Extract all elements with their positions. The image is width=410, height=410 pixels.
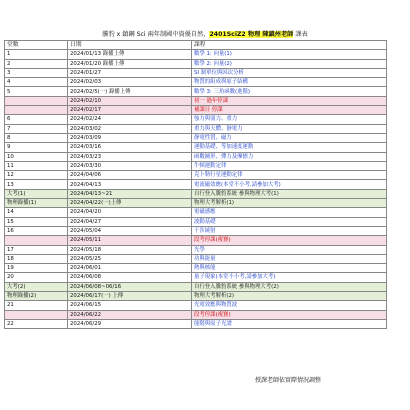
date-cell: 2024/03/16 (68, 143, 192, 152)
table-row (5, 87, 387, 96)
course-cell: 數學 3: 三角函數(進階) (192, 87, 387, 96)
course-cell: 初一 過年停課 (192, 96, 387, 105)
date-cell: 2024/06/17(一) 上傳 (68, 292, 192, 301)
table-row (5, 59, 387, 68)
table-row (5, 226, 387, 235)
date-cell: 2024/01/13 錄播上傳 (68, 50, 192, 59)
course-cell: 重力與天體、靜電力 (192, 124, 387, 133)
course-cell: 函數圖形、彈力及摩擦力 (192, 152, 387, 161)
lesson-cell: 20 (5, 273, 68, 282)
course-cell: 段考停課(複賽) (192, 236, 387, 245)
date-cell: 2024/04/06 (68, 171, 192, 180)
lesson-cell (5, 236, 68, 245)
schedule-table (4, 40, 387, 329)
schedule-title (0, 30, 410, 39)
table-row (5, 301, 387, 310)
course-cell: 物質的組成與原子結構 (192, 78, 387, 87)
lesson-cell: 物理錄播(2) (5, 292, 68, 301)
date-cell: 2024/06/08~06/16 (68, 282, 192, 291)
course-cell: 能階與原子光譜 (192, 319, 387, 328)
course-cell: SI 制單位與因次分析 (192, 68, 387, 77)
table-row (5, 106, 387, 115)
title-suffix: 課表 (293, 31, 308, 38)
course-cell: 克卜勒行星運動定律 (192, 171, 387, 180)
table-row (5, 171, 387, 180)
table-row (5, 319, 387, 328)
course-cell: 數學 1: 向量(1) (192, 50, 387, 59)
course-cell: 波動基礎 (192, 217, 387, 226)
lesson-cell: 7 (5, 124, 68, 133)
course-cell: 補課日 停課 (192, 106, 387, 115)
table-row (5, 273, 387, 282)
date-cell: 2024/03/23 (68, 152, 192, 161)
course-cell: 量子現象(本堂不小考,請參加大考) (192, 273, 387, 282)
date-cell: 2024/06/08 (68, 273, 192, 282)
lesson-cell: 10 (5, 152, 68, 161)
course-cell: 靜電性質、磁力 (192, 133, 387, 142)
date-cell: 2024/04/27 (68, 217, 192, 226)
course-cell: 電磁感應 (192, 208, 387, 217)
table-row (5, 217, 387, 226)
date-cell: 2024/05/18 (68, 245, 192, 254)
lesson-cell (5, 106, 68, 115)
lesson-cell: 大考(1) (5, 189, 68, 198)
course-cell: 自行登入騰豹系統 參與物理大考(2) (192, 282, 387, 291)
table-row (5, 236, 387, 245)
course-cell: 強力與弱力、重力 (192, 115, 387, 124)
date-cell: 2024/06/29 (68, 319, 192, 328)
table-row (5, 96, 387, 105)
header-row (5, 41, 387, 50)
date-cell: 2024/05/11 (68, 236, 192, 245)
lesson-cell: 8 (5, 133, 68, 142)
date-cell: 2024/04/13 (68, 180, 192, 189)
date-cell: 2024/02/17 (68, 106, 192, 115)
lesson-cell: 12 (5, 171, 68, 180)
table-row (5, 133, 387, 142)
table-row (5, 143, 387, 152)
lesson-cell: 物理錄播(1) (5, 199, 68, 208)
lesson-cell: 14 (5, 208, 68, 217)
lesson-cell: 17 (5, 245, 68, 254)
course-cell: 自行登入騰豹系統 參與物理大考(1) (192, 189, 387, 198)
date-cell: 2024/06/15 (68, 301, 192, 310)
table-row (5, 78, 387, 87)
header-date: 日期 (68, 41, 192, 50)
course-cell: 運動基礎、等加速度運動 (192, 143, 387, 152)
course-cell: 功與能量 (192, 254, 387, 263)
date-cell: 2024/02/03 (68, 78, 192, 87)
lesson-cell (5, 96, 68, 105)
lesson-cell: 2 (5, 59, 68, 68)
course-cell: 物理大考解析(1) (192, 199, 387, 208)
lesson-cell (5, 310, 68, 319)
date-cell: 2024/06/01 (68, 264, 192, 273)
table-row (5, 245, 387, 254)
date-cell: 2024/03/30 (68, 161, 192, 170)
course-cell: 電流磁效應(本堂不小考,請參加大考) (192, 180, 387, 189)
course-cell: 干涉繞射 (192, 226, 387, 235)
date-cell: 2024/03/02 (68, 124, 192, 133)
lesson-cell: 3 (5, 68, 68, 77)
table-row (5, 199, 387, 208)
table-row (5, 68, 387, 77)
lesson-cell: 19 (5, 264, 68, 273)
date-cell: 2024/01/20 錄播上傳 (68, 59, 192, 68)
table-row (5, 208, 387, 217)
lesson-cell: 4 (5, 78, 68, 87)
lesson-cell: 1 (5, 50, 68, 59)
footnote: 授課老師依實際情況調整 (255, 377, 322, 384)
date-cell: 2024/03/09 (68, 133, 192, 142)
header-lesson: 堂數 (5, 41, 68, 50)
lesson-cell: 22 (5, 319, 68, 328)
table-row (5, 50, 387, 59)
date-cell: 2024/05/25 (68, 254, 192, 263)
date-cell: 2024/05/04 (68, 226, 192, 235)
date-cell: 2024/04/22(一)上傳 (68, 199, 192, 208)
lesson-cell: 18 (5, 254, 68, 263)
table-row (5, 282, 387, 291)
table-row (5, 292, 387, 301)
title-highlight: 2401SciZ2 物理 陳鎮州老師 (209, 31, 294, 38)
lesson-cell: 15 (5, 217, 68, 226)
date-cell: 2024/04/13~21 (68, 189, 192, 198)
table-row (5, 152, 387, 161)
course-cell: 數學 2: 向量(2) (192, 59, 387, 68)
course-cell: 段考停課(複賽) (192, 310, 387, 319)
table-row (5, 310, 387, 319)
lesson-cell: 13 (5, 180, 68, 189)
course-cell: 熱與核能 (192, 264, 387, 273)
lesson-cell: 9 (5, 143, 68, 152)
header-course: 課程 (192, 41, 387, 50)
lesson-cell: 6 (5, 115, 68, 124)
title-prefix: 騰豹 x 鎮鋼 Sci 兩年制國中資優自然， (102, 31, 210, 38)
table-row (5, 189, 387, 198)
lesson-cell: 21 (5, 301, 68, 310)
date-cell: 2024/01/27 (68, 68, 192, 77)
lesson-cell: 大考(2) (5, 282, 68, 291)
date-cell: 2024/02/5(一) 錄播上傳 (68, 87, 192, 96)
date-cell: 2024/02/24 (68, 115, 192, 124)
course-cell: 光學 (192, 245, 387, 254)
table-row (5, 161, 387, 170)
lesson-cell: 5 (5, 87, 68, 96)
course-cell: 物理大考解析(2) (192, 292, 387, 301)
table-row (5, 124, 387, 133)
date-cell: 2024/02/10 (68, 96, 192, 105)
lesson-cell: 11 (5, 161, 68, 170)
date-cell: 2024/06/22 (68, 310, 192, 319)
table-row (5, 115, 387, 124)
date-cell: 2024/04/20 (68, 208, 192, 217)
course-cell: 光電效應與物質波 (192, 301, 387, 310)
course-cell: 牛頓運動定律 (192, 161, 387, 170)
table-row (5, 254, 387, 263)
table-row (5, 180, 387, 189)
lesson-cell: 16 (5, 226, 68, 235)
table-row (5, 264, 387, 273)
